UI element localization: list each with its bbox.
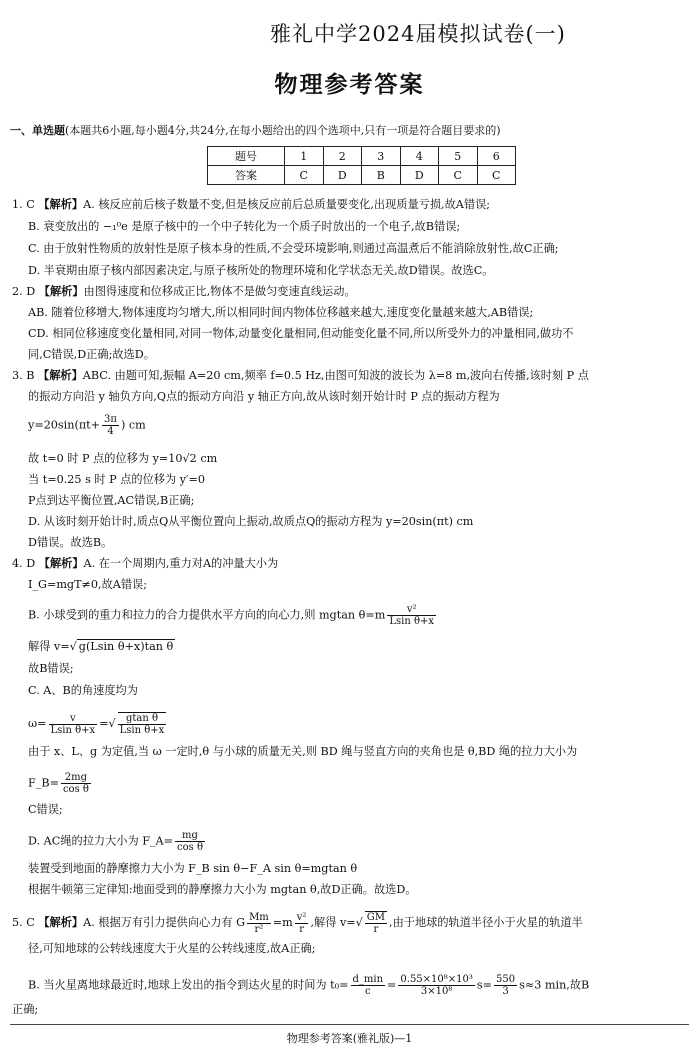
q4-l11-prefix: D. AC绳的拉力大小为 F_A= bbox=[28, 834, 174, 848]
q4-l7-numerator-1: v bbox=[49, 713, 98, 725]
q3-number: 3. B bbox=[12, 369, 35, 382]
q5-line-1 bbox=[12, 911, 583, 935]
q5-l3-num-3: 550 bbox=[496, 974, 516, 985]
q2-line-2: AB. 随着位移增大,物体速度均匀增大,所以相同时间内物体位移越来越大,速度变化量越来越大,AB错误; bbox=[28, 306, 534, 319]
q5-l1-fraction-1 bbox=[247, 912, 271, 935]
q4-line-6: C. A、B的角速度均为 bbox=[28, 684, 138, 697]
answer-table-answer-row bbox=[208, 166, 516, 185]
q5-line-3 bbox=[28, 974, 589, 997]
answer-cell: D bbox=[400, 166, 439, 185]
q4-l11-numerator: mg bbox=[175, 830, 205, 842]
section-instructions: (本题共6小题,每小题4分,共24分,在每小题给出的四个选项中,只有一项是符合题目要求的) bbox=[65, 124, 501, 137]
q5-l3-fraction-2 bbox=[398, 974, 475, 997]
q4-l3-numerator: v² bbox=[387, 604, 436, 616]
answer-table-number-row bbox=[208, 147, 516, 166]
question-number-cell: 6 bbox=[477, 147, 516, 166]
q3-line-6: D. 从该时刻开始计时,质点Q从平衡位置向上振动,故质点Q的振动方程为 y=20sin(πt) cm bbox=[28, 515, 474, 528]
q1-line-4: D. 半衰期由原子核内部因素决定,与原子核所处的物理环境和化学状态无关,故D错误。故选C。 bbox=[28, 264, 494, 277]
q3-line-2: 的振动方向沿 y 轴负方向,Q点的振动方向沿 y 轴正方向,故从该时刻开始计时 P 点的振动方程为 bbox=[28, 390, 500, 403]
q5-l1-fraction-2 bbox=[295, 912, 309, 935]
q3-line-1 bbox=[12, 369, 589, 383]
section-title: 一、单选题 bbox=[10, 124, 65, 137]
q2-line-4: 同,C错误,D正确;故选D。 bbox=[28, 348, 155, 361]
q4-line-2: I_G=mgT≠0,故A错误; bbox=[28, 578, 148, 591]
q3-analysis-tag: 【解析】 bbox=[38, 369, 83, 382]
answer-cell: B bbox=[362, 166, 401, 185]
q1-line-3: C. 由于放射性物质的放射性是原子核本身的性质,不会受环境影响,则通过高温煮后不能消除放射性,故C正确; bbox=[28, 242, 559, 255]
q2-line-3: CD. 相同位移速度变化量相同,对同一物体,动量变化量相同,但动能变化量不同,所以所受外力的冲量相同,做功不 bbox=[28, 327, 574, 340]
school-title: 雅礼中学2024届模拟试卷(一) bbox=[270, 22, 566, 46]
q5-l3-den-2: 3×10⁸ bbox=[420, 986, 453, 997]
footer-text: 物理参考答案(雅礼版)—1 bbox=[286, 1032, 413, 1045]
question-number-cell: 5 bbox=[439, 147, 478, 166]
q4-line-12: 装置受到地面的静摩擦力大小为 F_B sin θ−F_A sin θ=mgtan θ bbox=[28, 862, 358, 875]
q3-line-4: 当 t=0.25 s 时 P 点的位移为 y′=0 bbox=[28, 473, 206, 486]
q5-l1-d: ,由于地球的轨道半径小于火星的轨道半 bbox=[389, 916, 583, 929]
q3-line-5: P点到达平衡位置,AC错误,B正确; bbox=[28, 494, 195, 507]
q4-l7-prefix: ω= bbox=[28, 717, 47, 730]
q5-l1-b: =m bbox=[272, 916, 293, 929]
q4-l9-fraction bbox=[61, 772, 91, 795]
q4-line-8: 由于 x、L、g 为定值,当 ω 一定时,θ 与小球的质量无关,则 BD 绳与竖直方向的夹角也是 θ,BD 绳的拉力大小为 bbox=[28, 745, 578, 758]
q4-text: A. 在一个周期内,重力对A的冲量大小为 bbox=[83, 557, 279, 570]
answer-cell: C bbox=[439, 166, 478, 185]
q4-l9-denominator: cos θ bbox=[62, 784, 89, 795]
q5-l1-den-3: r bbox=[373, 924, 379, 935]
q2-line-1 bbox=[12, 285, 356, 299]
q5-l3-fraction-3 bbox=[494, 974, 517, 997]
q4-l3-prefix: B. 小球受到的重力和拉力的合力提供水平方向的向心力,则 mgtan θ=m bbox=[28, 608, 386, 622]
q4-number: 4. D bbox=[12, 557, 36, 570]
q5-l1-a: A. 根据万有引力提供向心力有 G bbox=[83, 916, 246, 929]
footer-divider bbox=[10, 1024, 689, 1025]
q5-l3-den-1: c bbox=[364, 986, 371, 997]
page-footer bbox=[0, 1030, 699, 1046]
q4-l11-fraction bbox=[175, 830, 205, 853]
q4-line-10: C错误; bbox=[28, 803, 63, 816]
q3-text: ABC. 由题可知,振幅 A=20 cm,频率 f=0.5 Hz,由图可知波的波长为 λ=8 m,波向右传播,该时刻 P 点 bbox=[82, 369, 589, 382]
q5-l1-num-2: v² bbox=[296, 911, 307, 923]
sqrt-symbol: √ bbox=[108, 717, 116, 730]
q1-number: 1. C bbox=[12, 198, 35, 211]
q4-l7-denominator-1: Lsin θ+x bbox=[50, 724, 96, 736]
q3-line-7: D错误。故选B。 bbox=[28, 536, 113, 549]
q4-l3-fraction bbox=[387, 604, 436, 627]
question-number-cell: 2 bbox=[323, 147, 362, 166]
sqrt-symbol: √ bbox=[355, 916, 363, 929]
q4-line-3 bbox=[28, 604, 438, 627]
row-label-answer: 答案 bbox=[208, 166, 285, 185]
q1-line-1 bbox=[12, 198, 490, 212]
q5-l3-c: s= bbox=[476, 978, 493, 992]
q3-eq-fraction bbox=[102, 414, 119, 437]
q5-l1-num-3: GM bbox=[366, 912, 386, 923]
q5-line-4: 正确; bbox=[12, 1003, 39, 1016]
q5-l3-a: B. 当火星离地球最近时,地球上发出的指令到达火星的时间为 t₀= bbox=[28, 978, 349, 992]
question-number-cell: 1 bbox=[285, 147, 324, 166]
q1-line-2: B. 衰变放出的 −₁⁰e 是原子核中的一个中子转化为一个质子时放出的一个电子,故B错误; bbox=[28, 220, 461, 233]
answer-cell: C bbox=[477, 166, 516, 185]
q5-l3-num-2: 0.55×10⁸×10³ bbox=[400, 974, 473, 985]
question-number-cell: 4 bbox=[400, 147, 439, 166]
q4-line-9 bbox=[28, 772, 93, 795]
q3-eq-suffix: ) cm bbox=[120, 418, 146, 432]
answer-table bbox=[207, 146, 516, 185]
row-label-number: 题号 bbox=[208, 147, 285, 166]
q5-line-2: 径,可知地球的公转线速度大于火星的公转线速度,故A正确; bbox=[28, 942, 316, 955]
q1-analysis-tag: 【解析】 bbox=[38, 198, 84, 211]
q5-l1-den-2: r bbox=[299, 923, 304, 935]
q3-line-3: 故 t=0 时 P 点的位移为 y=10√2 cm bbox=[28, 452, 218, 465]
page-title: 物理参考答案 bbox=[274, 72, 425, 98]
q4-l7-fraction-2 bbox=[118, 712, 167, 736]
sqrt-symbol: √ bbox=[69, 640, 77, 653]
q4-line-1 bbox=[12, 557, 278, 571]
q5-l3-b: = bbox=[387, 978, 397, 992]
q3-eq-numerator: 3π bbox=[104, 414, 117, 425]
section-heading bbox=[10, 122, 501, 138]
q4-l7-equals: = bbox=[99, 717, 109, 730]
q4-l9-prefix: F_B= bbox=[28, 776, 59, 790]
q3-eq-prefix: y=20sin(πt+ bbox=[28, 418, 101, 432]
q4-l7-denominator-2: Lsin θ+x bbox=[119, 725, 165, 736]
q5-l3-fraction-1 bbox=[351, 974, 386, 997]
answer-cell: D bbox=[323, 166, 362, 185]
question-number-cell: 3 bbox=[362, 147, 401, 166]
q4-l3-denominator: Lsin θ+x bbox=[389, 616, 435, 627]
answer-cell: C bbox=[285, 166, 324, 185]
q5-l1-c: ,解得 v= bbox=[310, 916, 356, 929]
q4-line-5: 故B错误; bbox=[28, 662, 74, 675]
q4-l11-denominator: cos θ bbox=[177, 842, 203, 853]
q2-analysis-tag: 【解析】 bbox=[38, 285, 84, 298]
q5-l3-d: s≈3 min,故B bbox=[519, 978, 590, 992]
q5-l3-den-3: 3 bbox=[502, 986, 509, 997]
q4-analysis-tag: 【解析】 bbox=[38, 557, 84, 570]
q5-l1-num-1: Mm bbox=[249, 911, 269, 923]
q4-l4-prefix: 解得 v= bbox=[28, 640, 70, 653]
q4-line-4 bbox=[28, 640, 175, 654]
q5-l1-den-1: r² bbox=[254, 923, 264, 935]
q4-line-11 bbox=[28, 830, 207, 853]
q5-l1-fraction-3 bbox=[365, 911, 387, 935]
q3-eq-denominator: 4 bbox=[107, 426, 114, 437]
q4-l7-fraction-1 bbox=[49, 713, 98, 736]
q2-text: 由图得速度和位移成正比,物体不是做匀变速直线运动。 bbox=[83, 285, 356, 298]
q4-l4-radicand: g(Lsin θ+x)tan θ bbox=[78, 640, 174, 653]
q5-number: 5. C bbox=[12, 916, 35, 929]
q4-line-7 bbox=[28, 712, 168, 736]
q5-analysis-tag: 【解析】 bbox=[38, 916, 84, 929]
q4-l9-numerator: 2mg bbox=[61, 772, 91, 784]
q1-text: A. 核反应前后核子数量不变,但是核反应前后总质量要变化,出现质量亏损,故A错误; bbox=[83, 198, 491, 211]
q4-l7-numerator-2: gtan θ bbox=[118, 713, 167, 725]
q3-equation bbox=[28, 414, 146, 437]
q2-number: 2. D bbox=[12, 285, 36, 298]
q4-line-13: 根据牛顿第三定律知:地面受到的静摩擦力大小为 mgtan θ,故D正确。故选D。 bbox=[28, 883, 417, 896]
q5-l3-num-1: d_min bbox=[352, 974, 384, 985]
